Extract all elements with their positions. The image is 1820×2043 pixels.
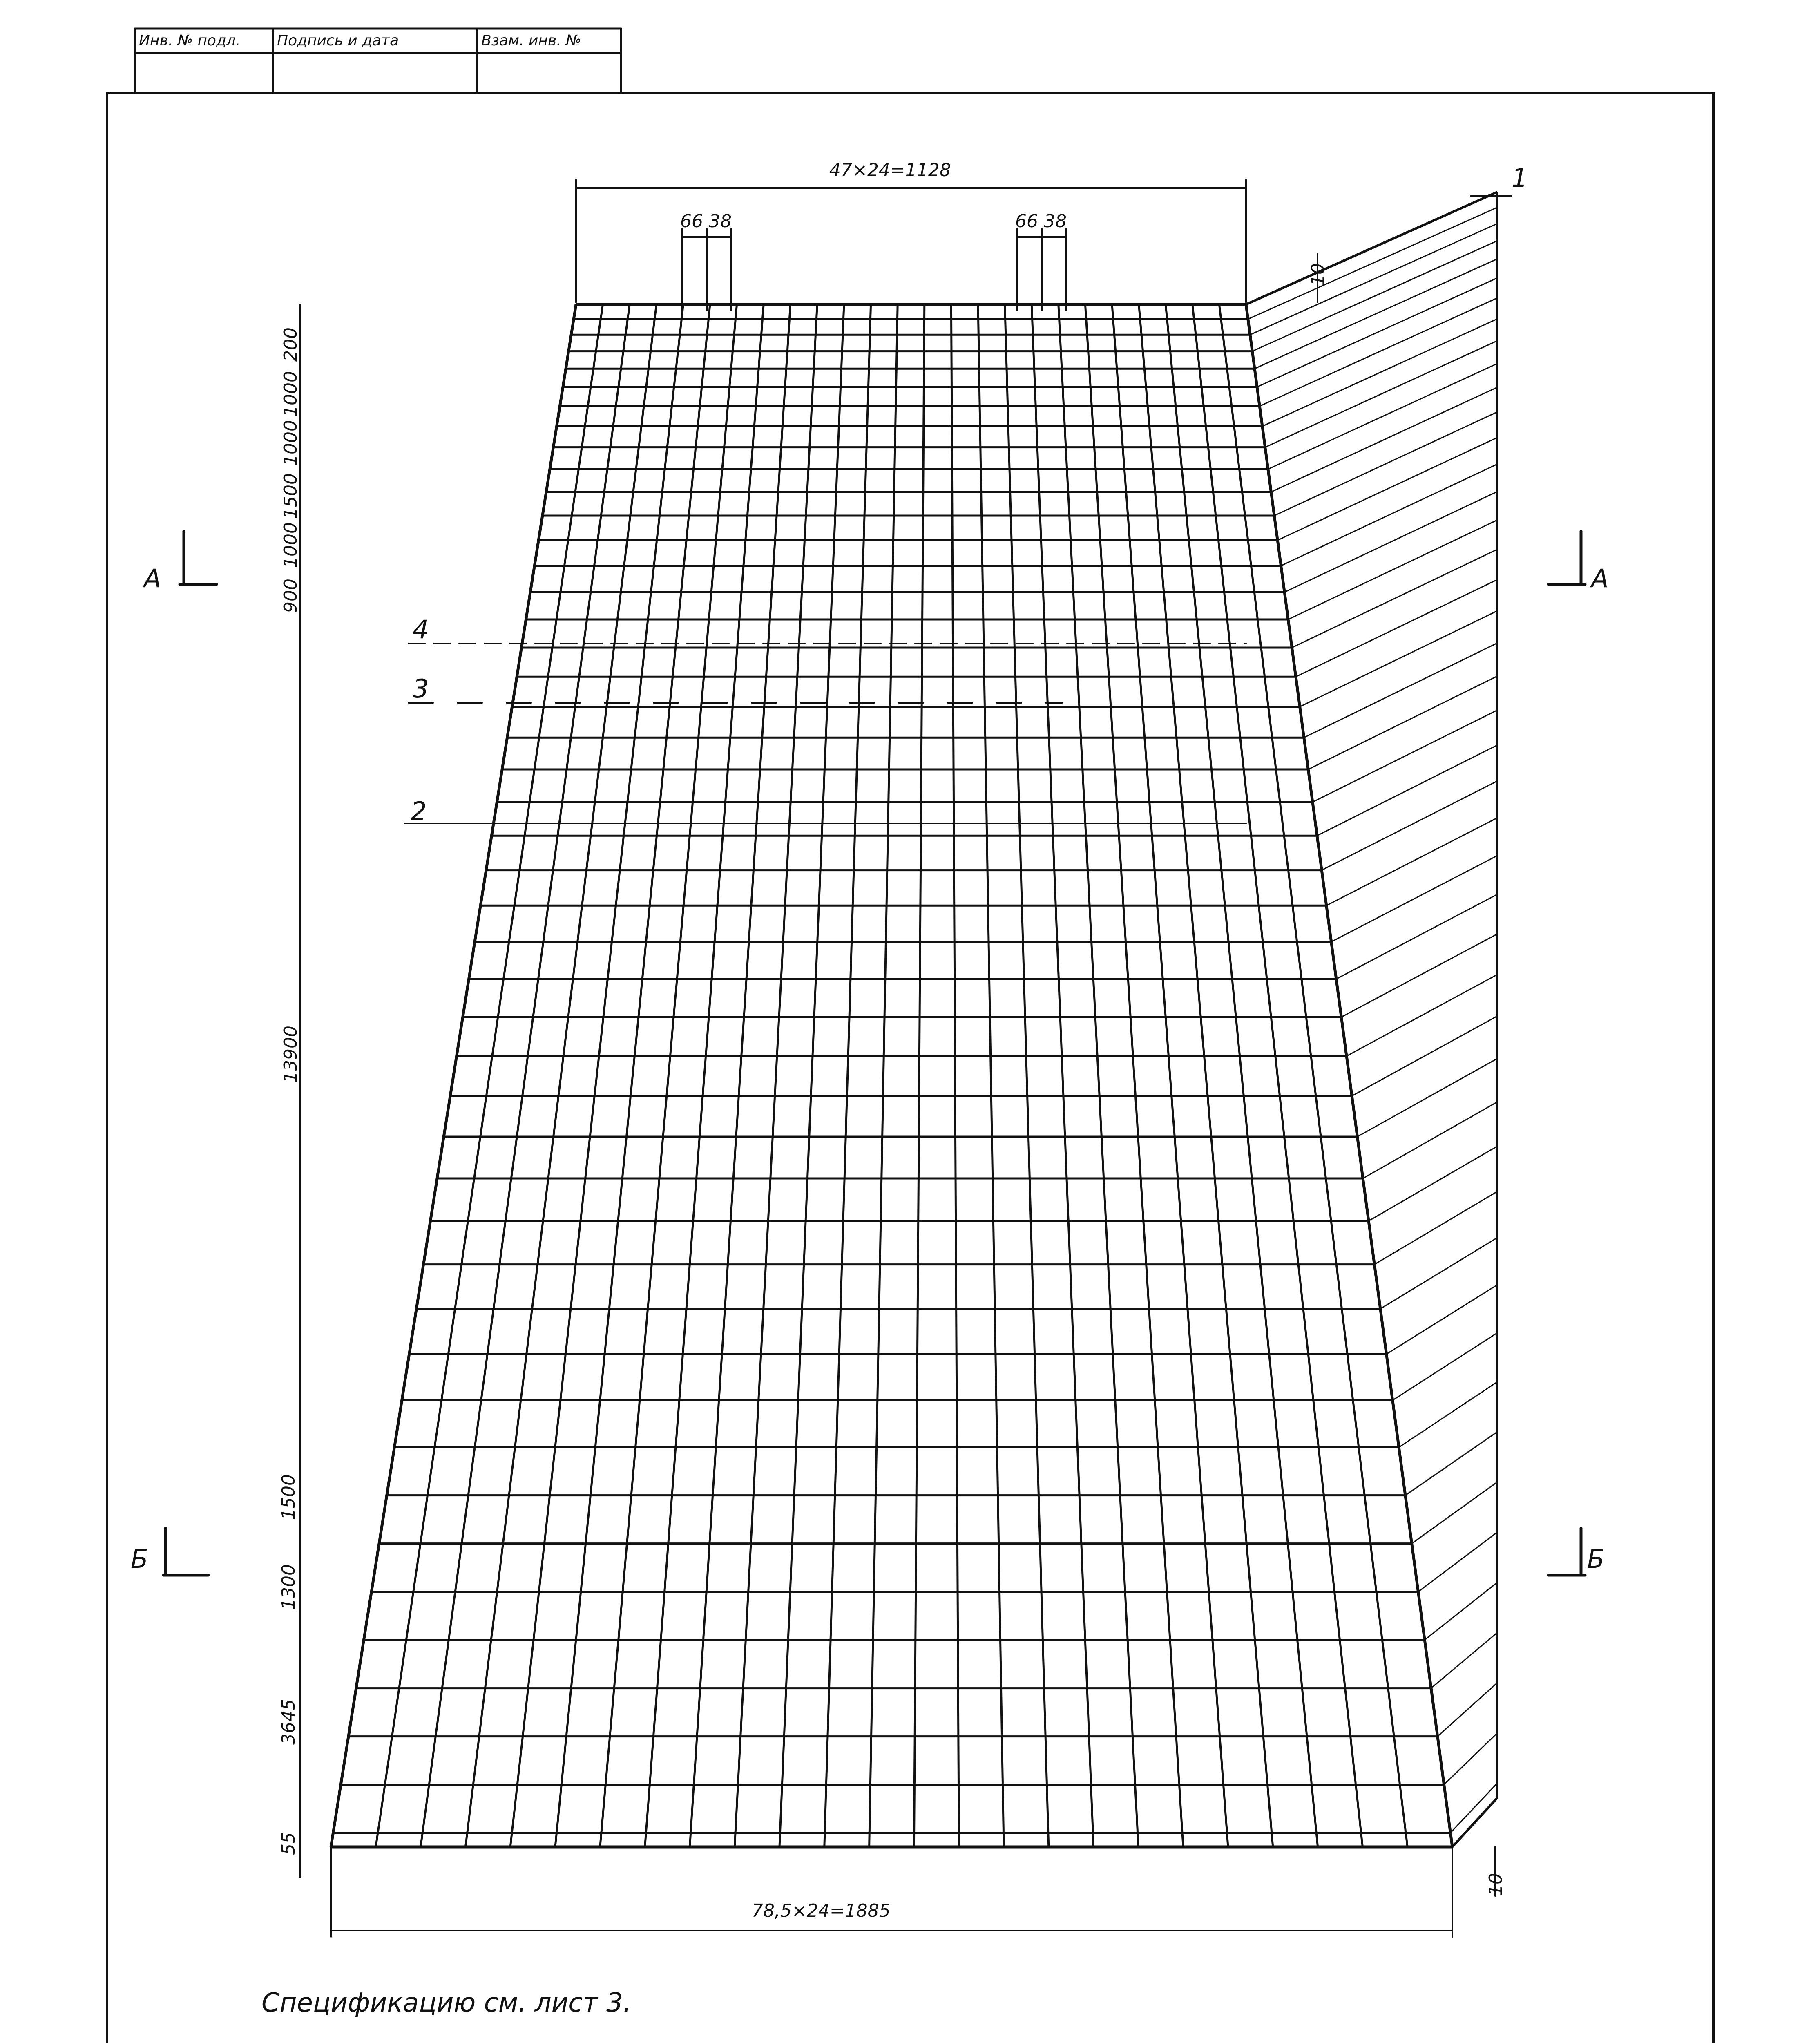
longitudinal-bar: [465, 304, 656, 1847]
side-bar: [1284, 492, 1497, 592]
side-bar: [1308, 676, 1497, 769]
bottom-dimension: 78,5×24=1885: [752, 1900, 891, 1921]
side-bar: [1281, 464, 1497, 566]
side-bar: [1262, 319, 1497, 426]
mesh-edge: [331, 304, 576, 1847]
side-bar: [1418, 1532, 1497, 1592]
longitudinal-bar: [1139, 304, 1273, 1847]
side-bar: [1252, 241, 1497, 351]
section-b-left: Б: [131, 1544, 148, 1574]
longitudinal-bar: [555, 304, 710, 1847]
pitch-right-dimension: 66 38: [1015, 211, 1067, 232]
side-bar: [1405, 1432, 1497, 1495]
section-a-left: А: [144, 563, 161, 593]
position-leaders: [404, 196, 1512, 826]
position-3: 3: [413, 674, 429, 704]
side-bar: [1363, 1102, 1497, 1178]
side-bar: [1248, 207, 1497, 319]
left-dim-3645: 3645: [278, 1699, 299, 1745]
left-dim-1000-b: 1000: [280, 420, 301, 466]
longitudinal-bar: [600, 304, 737, 1847]
longitudinal-bar: [951, 304, 959, 1847]
side-edge: [1246, 192, 1497, 304]
side-bar: [1336, 894, 1497, 979]
position-4: 4: [413, 615, 429, 644]
side-bar: [1292, 549, 1497, 648]
longitudinal-bar: [1005, 304, 1049, 1847]
side-bar: [1296, 580, 1497, 677]
section-b-right: Б: [1587, 1544, 1605, 1574]
longitudinal-bar: [824, 304, 871, 1847]
bottom-offset-dimension: 10: [1485, 1873, 1506, 1896]
side-bar: [1331, 856, 1497, 942]
dimension-lines: [300, 180, 1495, 1937]
side-bar: [1357, 1059, 1497, 1137]
reinforcement-mesh: [331, 192, 1497, 1847]
side-bar: [1255, 259, 1497, 369]
longitudinal-bar: [869, 304, 898, 1847]
sign-date-label: Подпись и дата: [277, 32, 399, 49]
left-dim-1000-a: 1000: [280, 371, 301, 417]
side-bar: [1450, 1783, 1497, 1833]
side-bar: [1399, 1382, 1497, 1447]
side-bar: [1326, 818, 1497, 906]
side-bar: [1341, 934, 1497, 1017]
left-dim-200: 200: [280, 327, 301, 362]
left-dim-1500-b: 1500: [278, 1474, 299, 1520]
specification-note: Спецификацию см. лист 3.: [261, 1988, 632, 2018]
longitudinal-bar: [421, 304, 630, 1847]
longitudinal-bar: [1085, 304, 1183, 1847]
longitudinal-bar: [1032, 304, 1093, 1847]
side-edge: [1452, 1798, 1497, 1847]
side-bar: [1425, 1583, 1497, 1640]
left-dim-1300: 1300: [278, 1564, 299, 1610]
side-bar: [1288, 520, 1497, 619]
section-marks: [163, 531, 1585, 1575]
longitudinal-bar: [779, 304, 844, 1847]
side-bar: [1412, 1482, 1497, 1543]
sheet-border: [107, 93, 1713, 2043]
side-bar: [1444, 1733, 1497, 1784]
side-bar: [1271, 387, 1497, 492]
side-bar: [1352, 1016, 1497, 1096]
longitudinal-bar: [510, 304, 683, 1847]
side-bar: [1317, 745, 1497, 836]
left-dim-55: 55: [278, 1832, 299, 1855]
side-bar: [1438, 1683, 1497, 1736]
longitudinal-bar: [1112, 304, 1228, 1847]
side-bar: [1347, 975, 1497, 1056]
top-dimension: 47×24=1128: [829, 160, 951, 181]
longitudinal-bar: [1219, 304, 1407, 1847]
side-bar: [1322, 781, 1497, 870]
top-offset-dimension: 10: [1308, 263, 1329, 286]
side-bar: [1369, 1146, 1497, 1221]
longitudinal-bar: [978, 304, 1004, 1847]
section-a-right: А: [1591, 563, 1609, 593]
pitch-left-dimension: 66 38: [680, 211, 732, 232]
side-bar: [1393, 1333, 1497, 1400]
longitudinal-bar: [376, 304, 603, 1847]
side-bar: [1313, 710, 1497, 802]
side-bar: [1265, 341, 1497, 447]
vzam-inv-label: Взам. инв. №: [481, 32, 581, 49]
side-bar: [1374, 1191, 1497, 1265]
side-bar: [1277, 438, 1497, 540]
left-dim-1500: 1500: [280, 473, 301, 519]
side-bar: [1431, 1633, 1497, 1688]
inv-no-label: Инв. № подл.: [139, 32, 241, 49]
position-2: 2: [411, 796, 427, 826]
longitudinal-bar: [1059, 304, 1139, 1847]
side-bar: [1380, 1238, 1497, 1309]
left-dim-13900: 13900: [280, 1026, 301, 1083]
left-dim-1000-c: 1000: [280, 522, 301, 568]
longitudinal-bar: [1166, 304, 1318, 1847]
position-1: 1: [1512, 163, 1528, 193]
side-bar: [1250, 224, 1497, 335]
side-bar: [1300, 611, 1497, 707]
longitudinal-bar: [914, 304, 924, 1847]
left-dim-900: 900: [280, 579, 301, 613]
